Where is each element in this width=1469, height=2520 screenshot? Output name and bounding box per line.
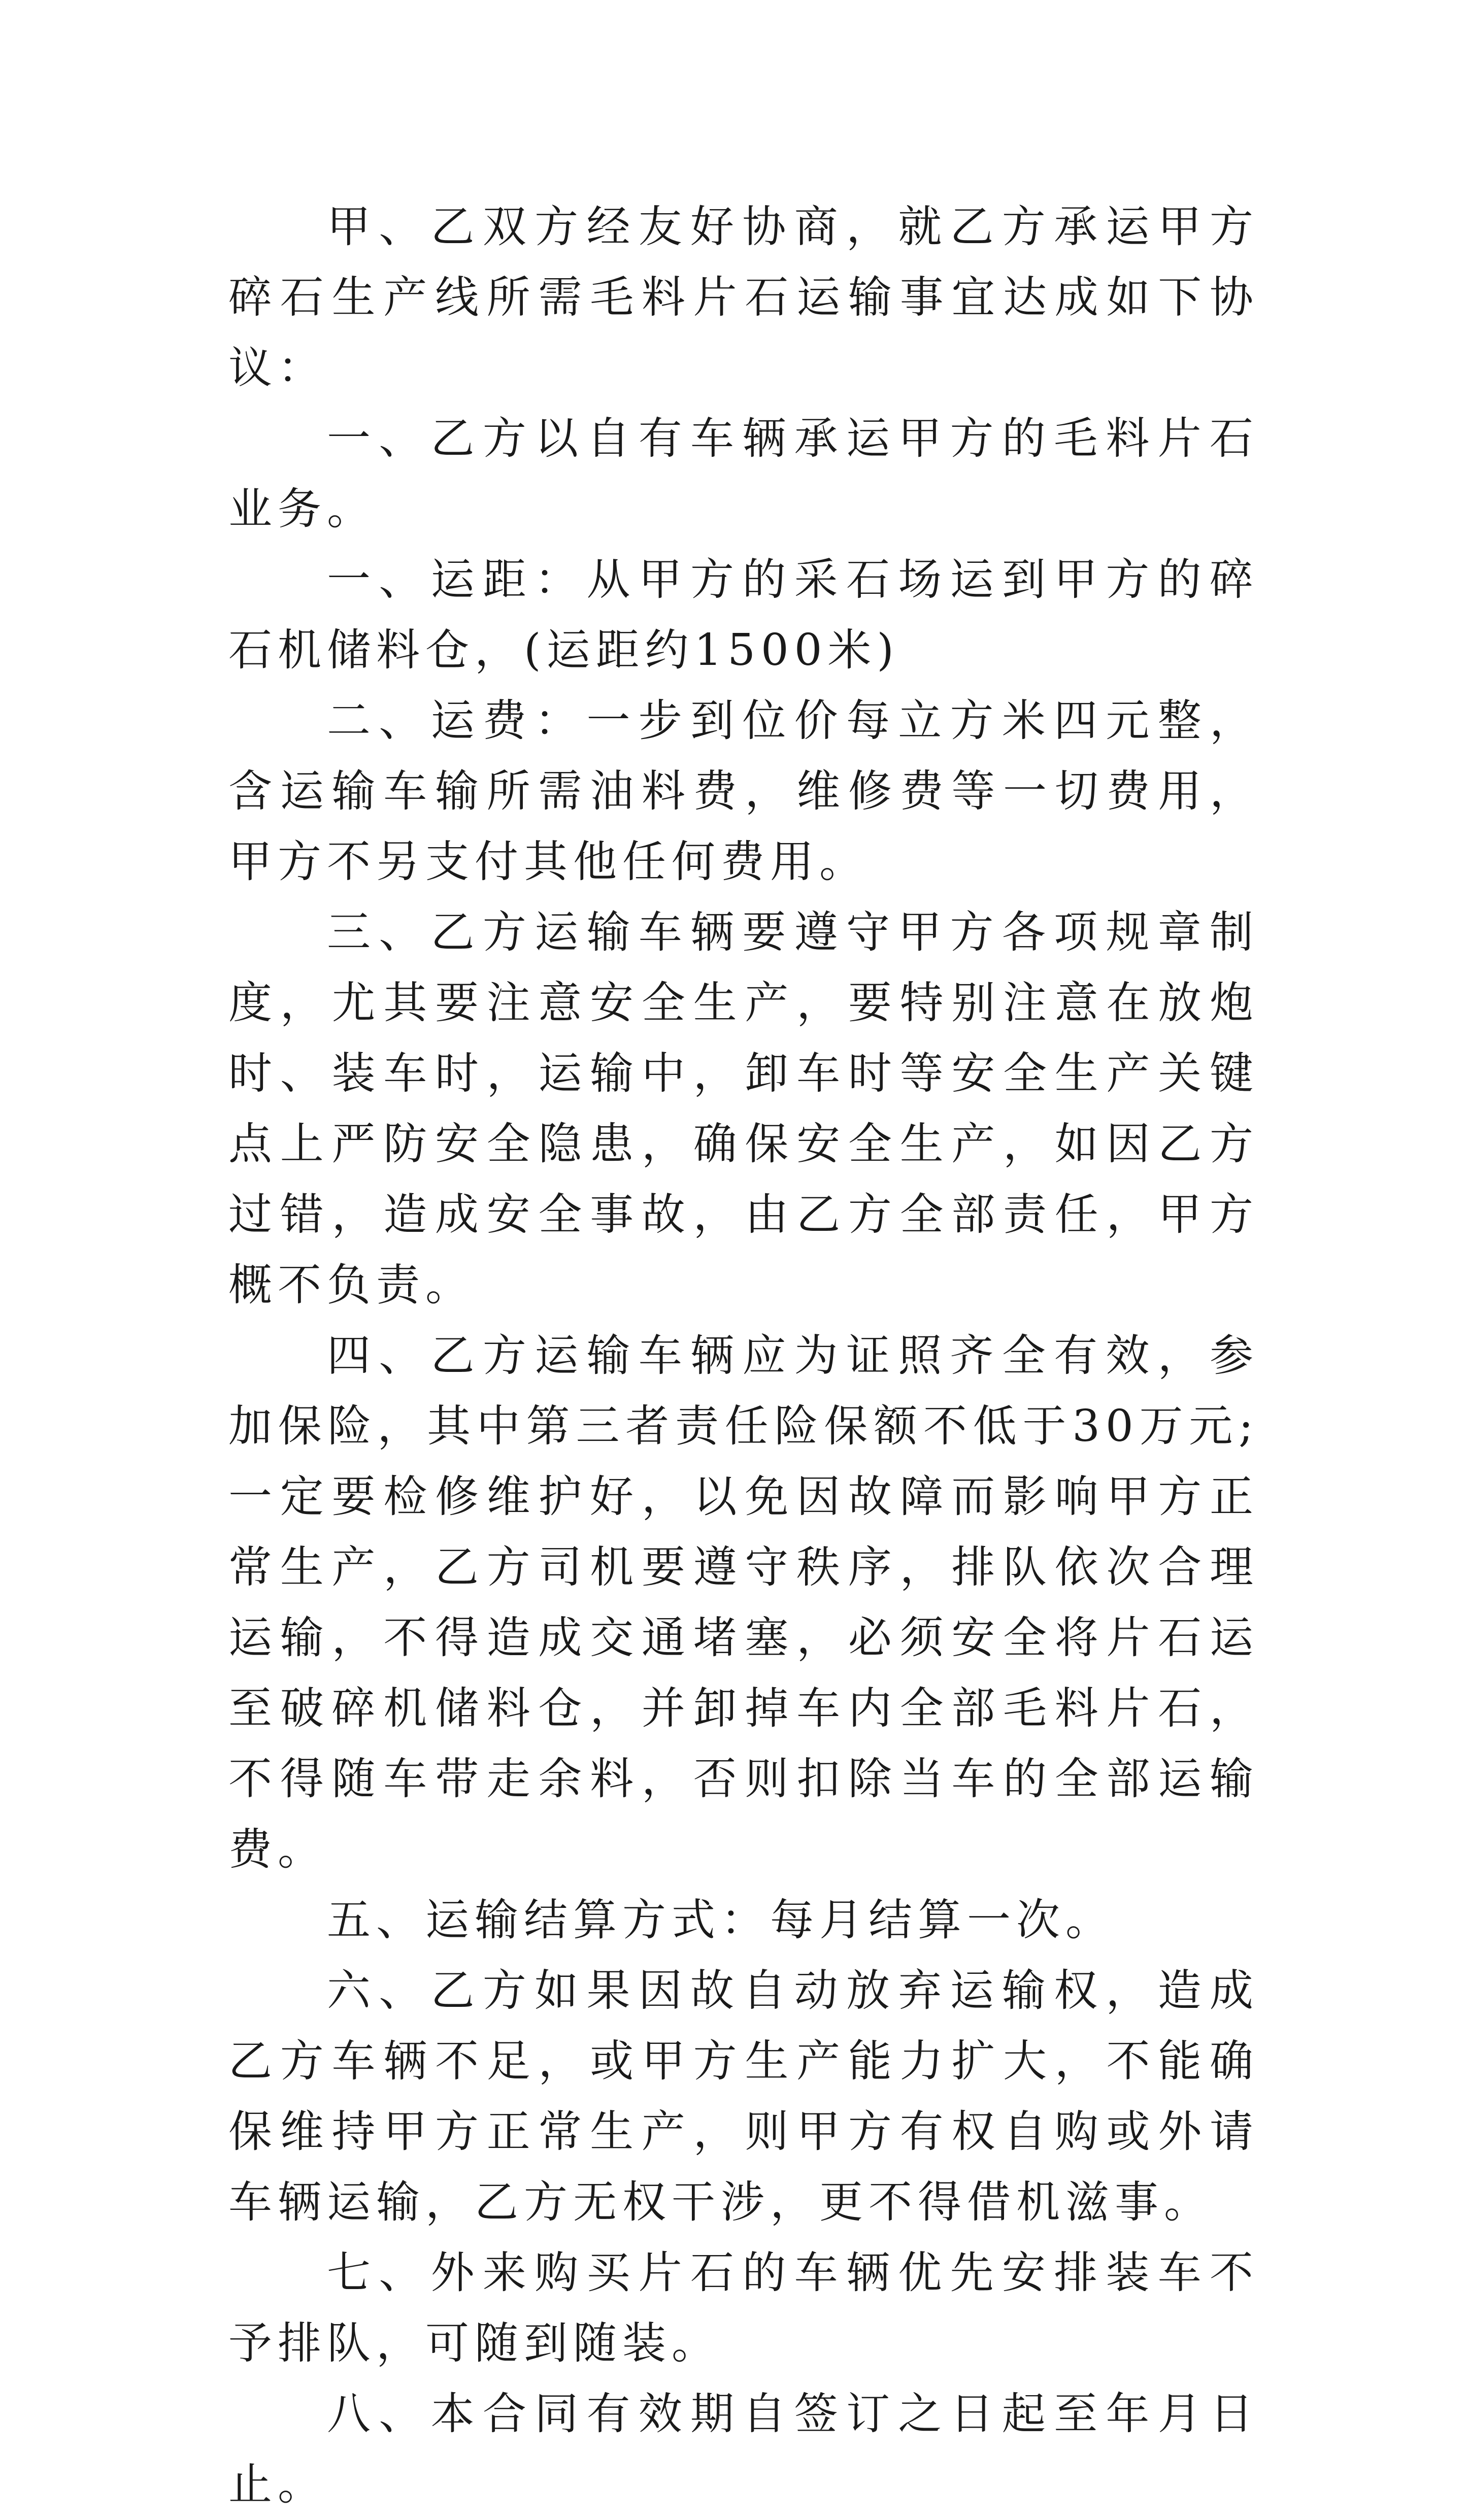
paragraph-clause-safety: 三、乙方运输车辆要遵守甲方各项规章制度，尤其要注意安全生产，要特别注意在放炮时、装车时，运输中，卸车时等安全生产关键点上严防安全隐患，确保安全生产，如因乙方过错，造成安全事故，由乙方全部责任，甲方概不负责。 (228, 907, 1259, 1311)
paragraph-clause-fee: 二、运费：一步到位价每立方米四元整，含运输车输所需油料费，维修费等一切费用，甲方不另支付其他任何费用。 (228, 695, 1259, 887)
paragraph-clause-waiver: 六、乙方如果因故自动放弃运输权，造成乙方车辆不足，或甲方生产能力扩大，不能确保维持甲方正常生产，则甲方有权自购或外请车辆运输，乙方无权干涉，更不得借机滋事。 (228, 1965, 1259, 2228)
paragraph-clause-vehicle: 四、乙方运输车辆应为证照齐全有效，参加保险，其中第三者责任险保额不低于30万元;一定要检修维护好，以免因故障而影响甲方正常生产，乙方司机要遵守秩序，排队依次合理运输，不得造成交通堵塞，必须安全将片石运至破碎机储料仓，并卸掉车内全部毛料片石，不得随车带走余料，否则扣除当车的全部运输费。 (228, 1330, 1259, 1875)
paragraph-clause-priority: 七、外来购买片石的车辆优先安排装车不予排队，可随到随装。 (228, 2247, 1259, 2369)
paragraph-clause-1: 一、乙方以自有车辆承运甲方的毛料片石业务。 (228, 413, 1259, 534)
paragraph-clause-term: 八、本合同有效期自签订之日起至年月日止。 (228, 2389, 1259, 2510)
paragraph-clause-settlement: 五、运输结算方式：每月结算一次。 (327, 1895, 1115, 1945)
paragraph-intro: 甲、乙双方经友好协商，就乙方承运甲方碎石生产线所需毛料片石运输事宜达成如下协议： (228, 201, 1259, 393)
paragraph-clause-distance: 一、运距：从甲方的采石场运到甲方的碎石机储料仓，(运距约1500米) (228, 554, 1259, 676)
contract-body (228, 192, 1259, 2520)
